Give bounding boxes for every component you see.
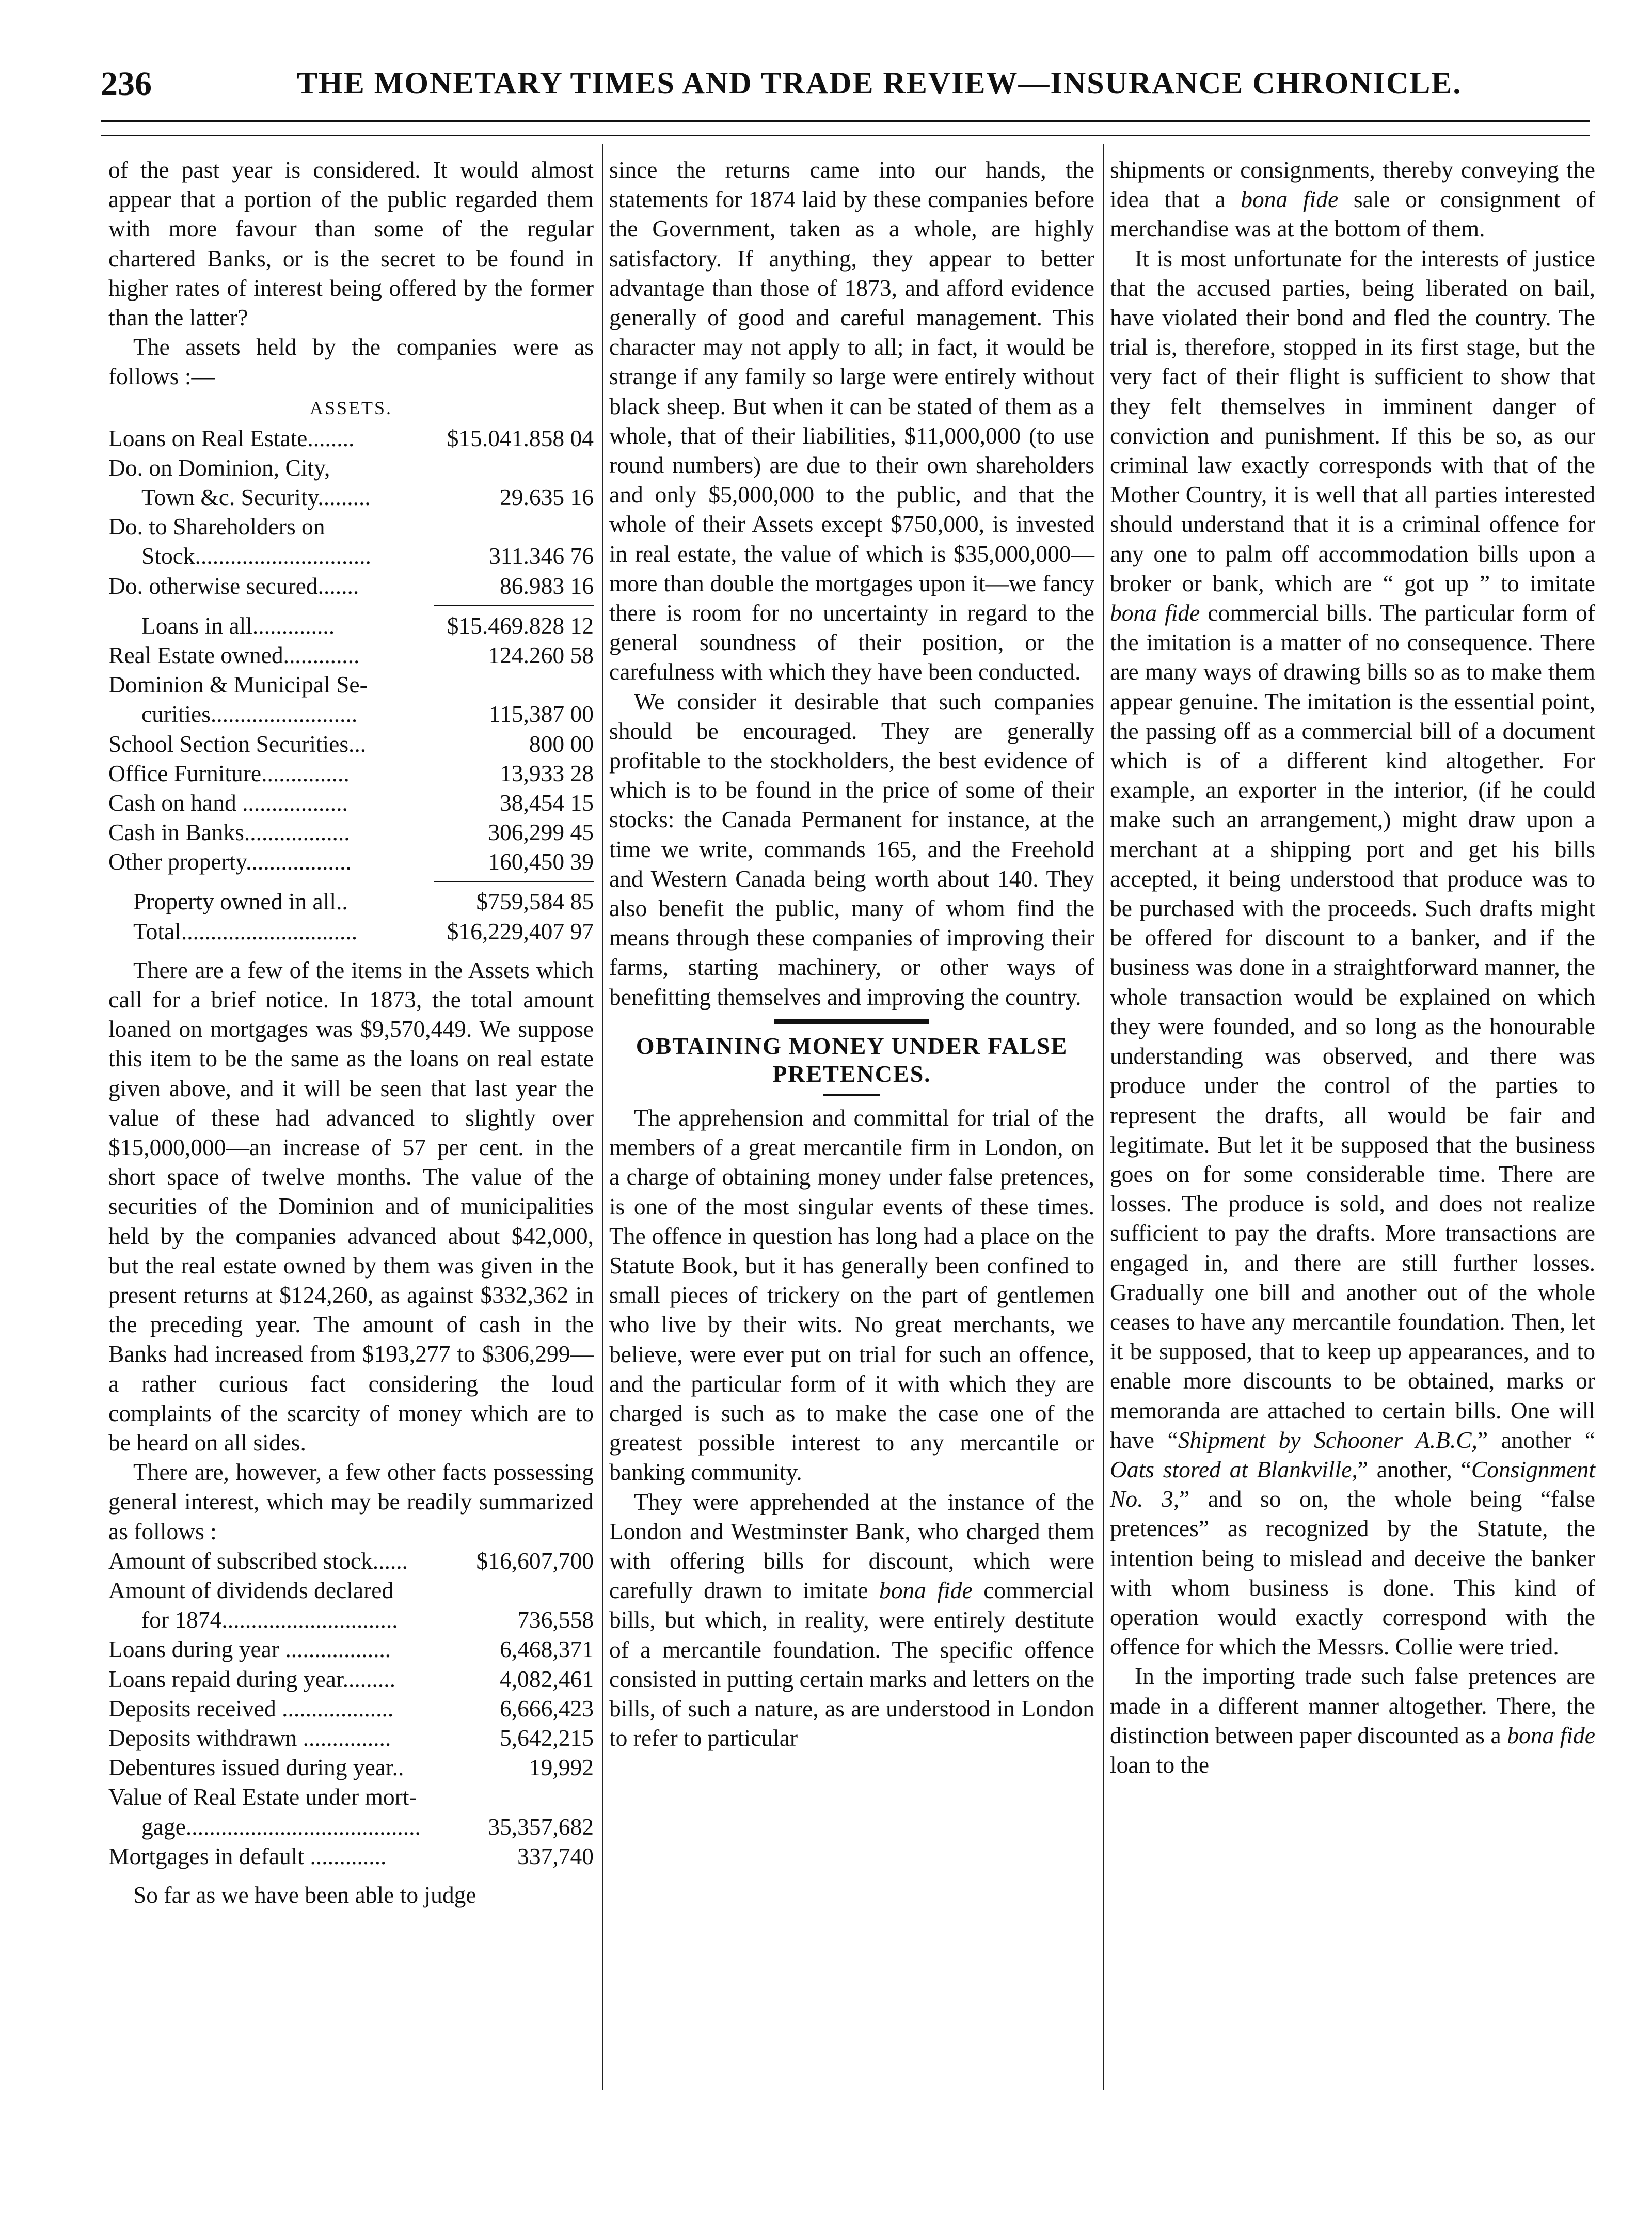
table-row-subtotal: Property owned in all.. $759,584 85 <box>133 888 594 915</box>
header-rule-thin <box>101 135 1590 136</box>
table-row: Value of Real Estate under mort- <box>108 1784 417 1810</box>
paragraph: The apprehension and committal for trial of the members of a great mercantile firm in London, on a charge of obtaining money under false pretences, is one of the most singular events of these times. The offence in question has long had a place on the Statute Book, but it has generally been confined to small pieces of trickery on the part of gentlemen who live by their wits. No great merchants, we believe, were ever put on trial for such an offence, and the particular form of it with which they are charged is such as to make the case one of the greatest possible interest to any mercantile or banking community. <box>609 1104 1094 1486</box>
page-header <box>101 65 1603 111</box>
page-number: 236 <box>101 65 152 103</box>
paragraph: since the returns came into our hands, the statements for 1874 laid by these companies before the Government, taken as a whole, are highly satisfactory. If anything, they appear to better advantage than those of 1873, and afford evidence generally of good and careful management. This character may not apply to all; in fact, it would be strange if any family so large were entirely without black sheep. But when it can be stated of them as a whole, that of their liabilities, $11,000,000 (to use round numbers) are due to their own shareholders and only $5,000,000 to the public, and that the whole of their Assets except $750,000, is invested in real estate, the value of which is $35,000,000—more than double the mortgages upon it—we fancy there is room for no uncertainty in regard to the general soundness of their position, or the carefulness with which they have been conducted. <box>609 156 1094 685</box>
table-row: Cash on hand .................. 38,454 15 <box>108 789 594 816</box>
publication-title: THE MONETARY TIMES AND TRADE REVIEW—INSURANCE CHRONICLE. <box>297 66 1462 100</box>
table-row: Do. to Shareholders on <box>108 513 325 540</box>
table-row: Town &c. Security......... 29.635 16 <box>141 484 594 510</box>
sum-rule <box>108 601 594 611</box>
table-row: Deposits received ................... 6,666,423 <box>108 1695 594 1722</box>
paragraph: The assets held by the companies were as follows :— <box>108 334 594 390</box>
paragraph: So far as we have been able to judge <box>133 1881 476 1908</box>
header-rule-thick <box>101 120 1590 122</box>
table-row: gage........................................ 35,357,682 <box>141 1813 594 1840</box>
paragraph: shipments or consignments, thereby conveying the idea that a bona fide sale or consignment of merchandise was at the bottom of them. <box>1110 156 1595 242</box>
table-row: Cash in Banks.................. 306,299 45 <box>108 819 594 846</box>
table-row: School Section Securities... 800 00 <box>108 730 594 757</box>
table-row: Do. on Dominion, City, <box>108 454 330 481</box>
table-row: Loans during year .................. 6,468,371 <box>108 1636 594 1663</box>
table-row: Dominion & Municipal Se- <box>108 671 368 698</box>
paragraph: There are a few of the items in the Assets which call for a brief notice. In 1873, the total amount loaned on mortgages was $9,570,449. We suppose this item to be the same as the loans on real estate given above, and it will be seen that last year the value of these had advanced to slightly over $15,000,000—an increase of 57 per cent. in the short space of twelve months. The value of the securities of the Dominion and of municipalities held by the companies advanced about $42,000, but the real estate owned by them was given in the present returns at $124,260, as against $332,362 in the preceding year. The amount of cash in the Banks had increased from $193,277 to $306,299—a rather curious fact considering the loud complaints of the scarcity of money which are to be heard on all sides. <box>108 956 594 1456</box>
table-row: curities......................... 115,387 00 <box>141 701 594 728</box>
table-row: Amount of dividends declared <box>108 1577 394 1604</box>
section-separator <box>774 1019 929 1024</box>
paragraph: We consider it desirable that such companies should be encouraged. They are generally profitable to the stockholders, the best evidence of which is to be found in the price of some of their stocks: the Canada Permanent for instance, at the time we write, commands 165, and the Freehold and Western Canada being worth about 140. They also benefit the public, many of whom find the means through these companies of improving their farms, starting machinery, or other ways of benefitting themselves and improving the country. <box>609 688 1094 1010</box>
assets-table <box>108 423 594 946</box>
paragraph: They were apprehended at the instance of the London and Westminster Bank, who charged them with offering bills for discount, which were carefully drawn to imitate bona fide commercial bills, but which, in reality, were entirely destitute of a mercantile foundation. The specific offence consisted in putting certain marks and letters on the bills, of such a nature, as are understood in London to refer to particular <box>609 1488 1094 1752</box>
article-heading: OBTAINING MONEY UNDER FALSE PRETENCES. <box>636 1032 1068 1087</box>
column-2 <box>609 155 1094 1753</box>
table-row: Other property.................. 160,450 39 <box>108 848 594 875</box>
heading-rule <box>823 1094 880 1096</box>
table-row: Mortgages in default ............. 337,740 <box>108 1842 594 1869</box>
table-row: Office Furniture............... 13,933 28 <box>108 760 594 786</box>
table-row-total: Total.............................. $16,229,407 97 <box>133 918 594 944</box>
assets-table-title: ASSETS. <box>309 397 393 418</box>
table-row: Stock.............................. 311.346 76 <box>141 543 594 570</box>
summary-table <box>108 1546 594 1871</box>
table-row: Real Estate owned............. 124.260 58 <box>108 641 594 668</box>
column-divider-1 <box>602 144 603 2090</box>
paragraph: In the importing trade such false pretences are made in a different manner altogether. There, the distinction between paper discounted as a bona fide loan to the <box>1110 1663 1595 1778</box>
table-row: Do. otherwise secured....... 86.983 16 <box>108 572 594 599</box>
column-1 <box>108 155 594 1910</box>
table-row: Loans repaid during year......... 4,082,461 <box>108 1665 594 1692</box>
paragraph: There are, however, a few other facts possessing general interest, which may be readily summarized as follows : <box>108 1459 594 1544</box>
column-3 <box>1110 155 1595 1779</box>
table-row: Deposits withdrawn ............... 5,642,215 <box>108 1725 594 1751</box>
paragraph: of the past year is considered. It would almost appear that a portion of the public regarded them with more favour than some of the regular chartered Banks, or is the secret to be found in higher rates of interest being offered by the former than the latter? <box>108 156 594 331</box>
paragraph: It is most unfortunate for the interests of justice that the accused parties, being liberated on bail, have violated their bond and fled the country. The trial is, therefore, stopped in its first stage, but the very fact of their flight is sufficient to show that they felt themselves in imminent danger of conviction and punishment. If this be so, as our criminal law exactly corresponds with that of the Mother Country, it is well that all parties interested should understand that it is a criminal offence for any one to palm off accommodation bills upon a broker or bank, which are “ got up ” to imitate bona fide commercial bills. The particular form of the imitation is a matter of no consequence. There are many ways of drawing bills so as to make them appear genuine. The imitation is the essential point, the passing off as a commercial bill of a document which is of a different kind altogether. For example, an exporter in the interior, (if he could make such an arrangement,) might draw upon a merchant at a shipping port and get his bills accepted, it being understood that produce was to be purchased with the proceeds. Such drafts might be offered for discount to a banker, and if the business was done in a straightforward manner, the whole transaction would be explained on which they were founded, and so long as the honourable understanding was observed, and there was produce under the control of the parties to represent the drafts, all would be fair and legitimate. But let it be supposed that the business goes on for some considerable time. There are losses. The produce is sold, and does not realize sufficient to pay the drafts. More transactions are engaged in, and there are still further losses. Gradually one bill and another out of the whole ceases to have any mercantile foundation. Then, let it be supposed, that to keep up appearances, and to enable more discounts to be obtained, marks or memoranda are attached to certain bills. One will have “Shipment by Schooner A.B.C,” another “ Oats stored at Blankville,” another, “Consignment No. 3,” and so on, the whole being “false pretences” as recognized by the Statute, the intention being to mislead and deceive the banker with whom business is done. This kind of operation would exactly correspond with the offence for which the Messrs. Collie were tried. <box>1110 245 1595 1660</box>
table-row: Loans on Real Estate........ $15.041.858 04 <box>108 424 594 451</box>
table-row-subtotal: Loans in all.............. $15.469.828 12 <box>141 612 594 639</box>
table-row: Amount of subscribed stock...... $16,607,700 <box>108 1547 594 1574</box>
table-row: for 1874.............................. 736,558 <box>141 1606 594 1633</box>
table-row: Debentures issued during year.. 19,992 <box>108 1754 594 1781</box>
sum-rule <box>108 876 594 887</box>
column-divider-2 <box>1103 144 1104 2090</box>
